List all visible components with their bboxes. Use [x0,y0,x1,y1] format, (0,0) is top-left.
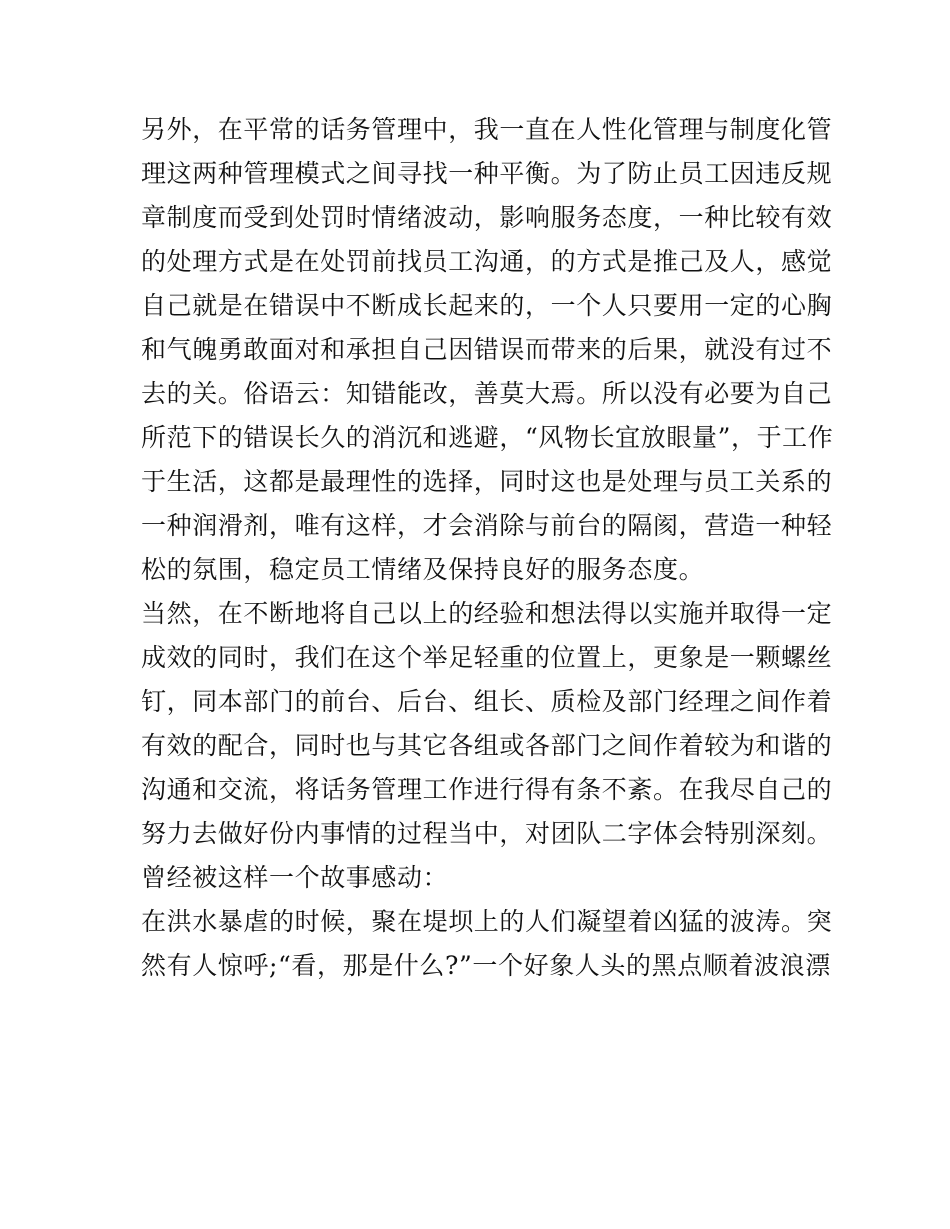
text-line: 努力去做好份内事情的过程当中，对团队二字体会特别深刻。 [141,819,833,848]
text-line: 在洪水暴虐的时候，聚在堤坝上的人们凝望着凶猛的波涛。突 [141,907,833,936]
text-line: 有效的配合，同时也与其它各组或各部门之间作着较为和谐的 [141,731,833,760]
text-line: 章制度而受到处罚时情绪波动，影响服务态度，一种比较有效 [141,203,833,232]
text-line: 沟通和交流，将话务管理工作进行得有条不紊。在我尽自己的 [141,775,833,804]
text-line: 所范下的错误长久的消沉和逃避，“风物长宜放眼量”，于工作 [141,423,834,452]
text-line: 当然，在不断地将自己以上的经验和想法得以实施并取得一定 [141,599,833,628]
text-line: 和气魄勇敢面对和承担自己因错误而带来的后果，就没有过不 [141,335,833,364]
body-text [141,108,834,988]
text-line: 一种润滑剂，唯有这样，才会消除与前台的隔阂，营造一种轻 [141,511,833,540]
text-line: 钉，同本部门的前台、后台、组长、质检及部门经理之间作着 [141,687,833,716]
text-line: 自己就是在错误中不断成长起来的，一个人只要用一定的心胸 [141,291,833,320]
text-line: 于生活，这都是最理性的选择，同时这也是处理与员工关系的 [141,467,833,496]
text-line: 去的关。俗语云：知错能改，善莫大焉。所以没有必要为自己 [141,379,833,408]
text-line: 理这两种管理模式之间寻找一种平衡。为了防止员工因违反规 [141,159,833,188]
paragraph-end-line: 曾经被这样一个故事感动： [141,863,449,892]
text-line: 然有人惊呼;“看，那是什么?”一个好象人头的黑点顺着波浪漂 [141,951,831,980]
text-line: 另外，在平常的话务管理中，我一直在人性化管理与制度化管 [141,115,833,144]
text-line: 成效的同时，我们在这个举足轻重的位置上，更象是一颗螺丝 [141,643,833,672]
paragraph-end-line: 松的氛围，稳定员工情绪及保持良好的服务态度。 [141,555,705,584]
text-line: 的处理方式是在处罚前找员工沟通，的方式是推己及人，感觉 [141,247,833,276]
